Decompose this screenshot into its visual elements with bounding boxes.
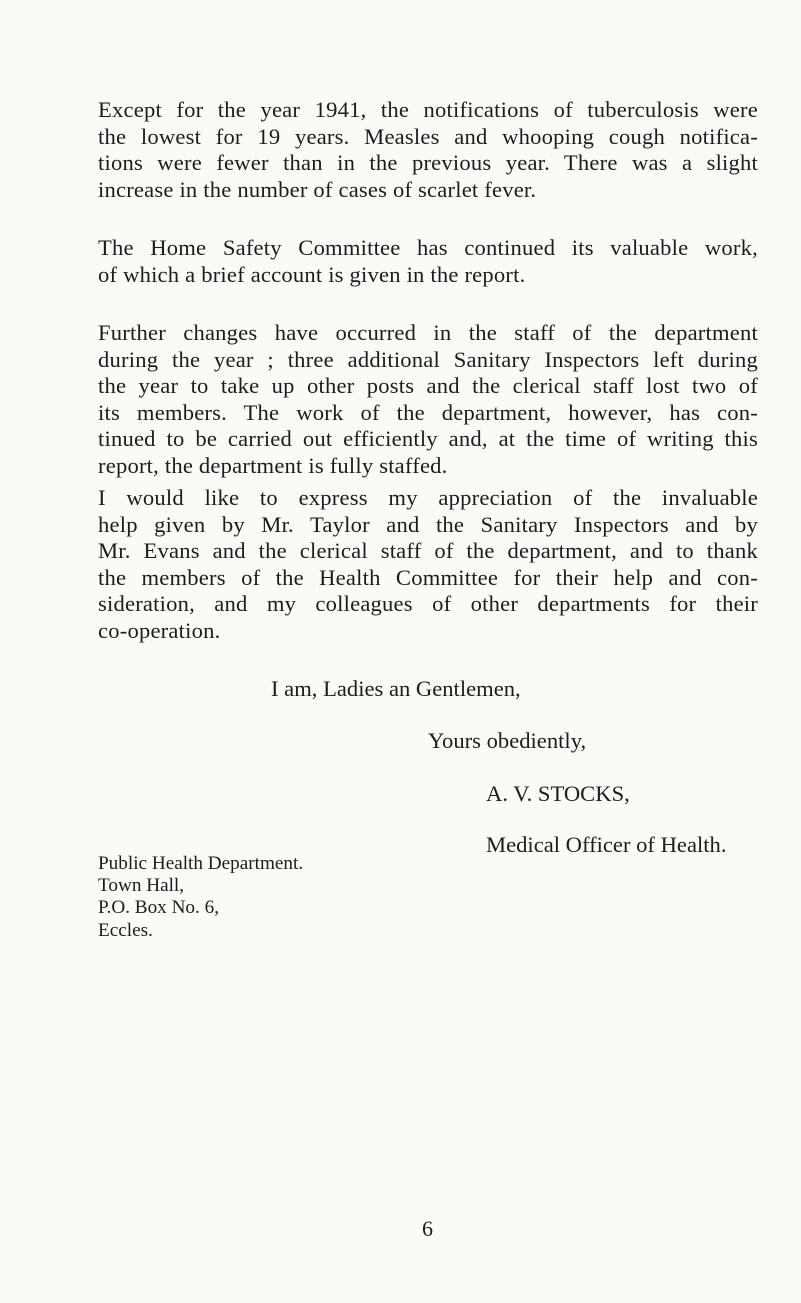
paragraph-line: tinued to be carried out efficiently and, at the time of writing this [98,426,758,451]
address-line: Public Health Department. [98,853,304,874]
paragraph-line: Further changes have occurred in the staff of the department [98,320,758,345]
address-line: P.O. Box No. 6, [98,897,220,919]
paragraph-line: sideration, and my colleagues of other departments for their [98,591,758,616]
sender-address [98,853,303,942]
paragraph-staff-changes [98,320,758,479]
signatory-name: A. V. STOCKS, [486,781,630,806]
paragraph-line: during the year ; three additional Sanitary Inspectors left during [98,346,758,372]
paragraph-line: co-operation. [98,617,221,643]
paragraph-line: tions were fewer than in the previous year. There was a slight [98,150,758,175]
paragraph-line: of which a brief account is given in the report. [98,261,526,287]
paragraph-line: its members. The work of the department, however, has con- [98,399,758,425]
paragraph-line: Except for the year 1941, the notifications of tuberculosis were [98,97,758,122]
paragraph-home-safety [98,235,758,288]
paragraph-line: the members of the Health Committee for their help and con- [98,564,758,590]
paragraph-line: report, the department is fully staffed. [98,452,448,478]
paragraph-appreciation [98,485,758,644]
address-line: Eccles. [98,919,153,941]
paragraph-line: the year to take up other posts and the clerical staff lost two of [98,373,758,398]
paragraph-tuberculosis [98,97,758,203]
signatory-title: Medical Officer of Health. [486,832,727,857]
paragraph-line: Mr. Evans and the clerical staff of the department, and to thank [98,538,758,563]
address-line: Town Hall, [98,875,185,897]
page-number: 6 [422,1216,433,1241]
paragraph-line: help given by Mr. Taylor and the Sanitary Inspectors and by [98,511,758,537]
paragraph-line: the lowest for 19 years. Measles and whooping cough notifica- [98,123,758,149]
paragraph-line: increase in the number of cases of scarlet fever. [98,176,537,202]
salutation: I am, Ladies an Gentlemen, [271,676,521,701]
valediction: Yours obediently, [428,728,587,753]
paragraph-line: I would like to express my appreciation of the invaluable [98,485,758,510]
paragraph-line: The Home Safety Committee has continued its valuable work, [98,235,758,260]
